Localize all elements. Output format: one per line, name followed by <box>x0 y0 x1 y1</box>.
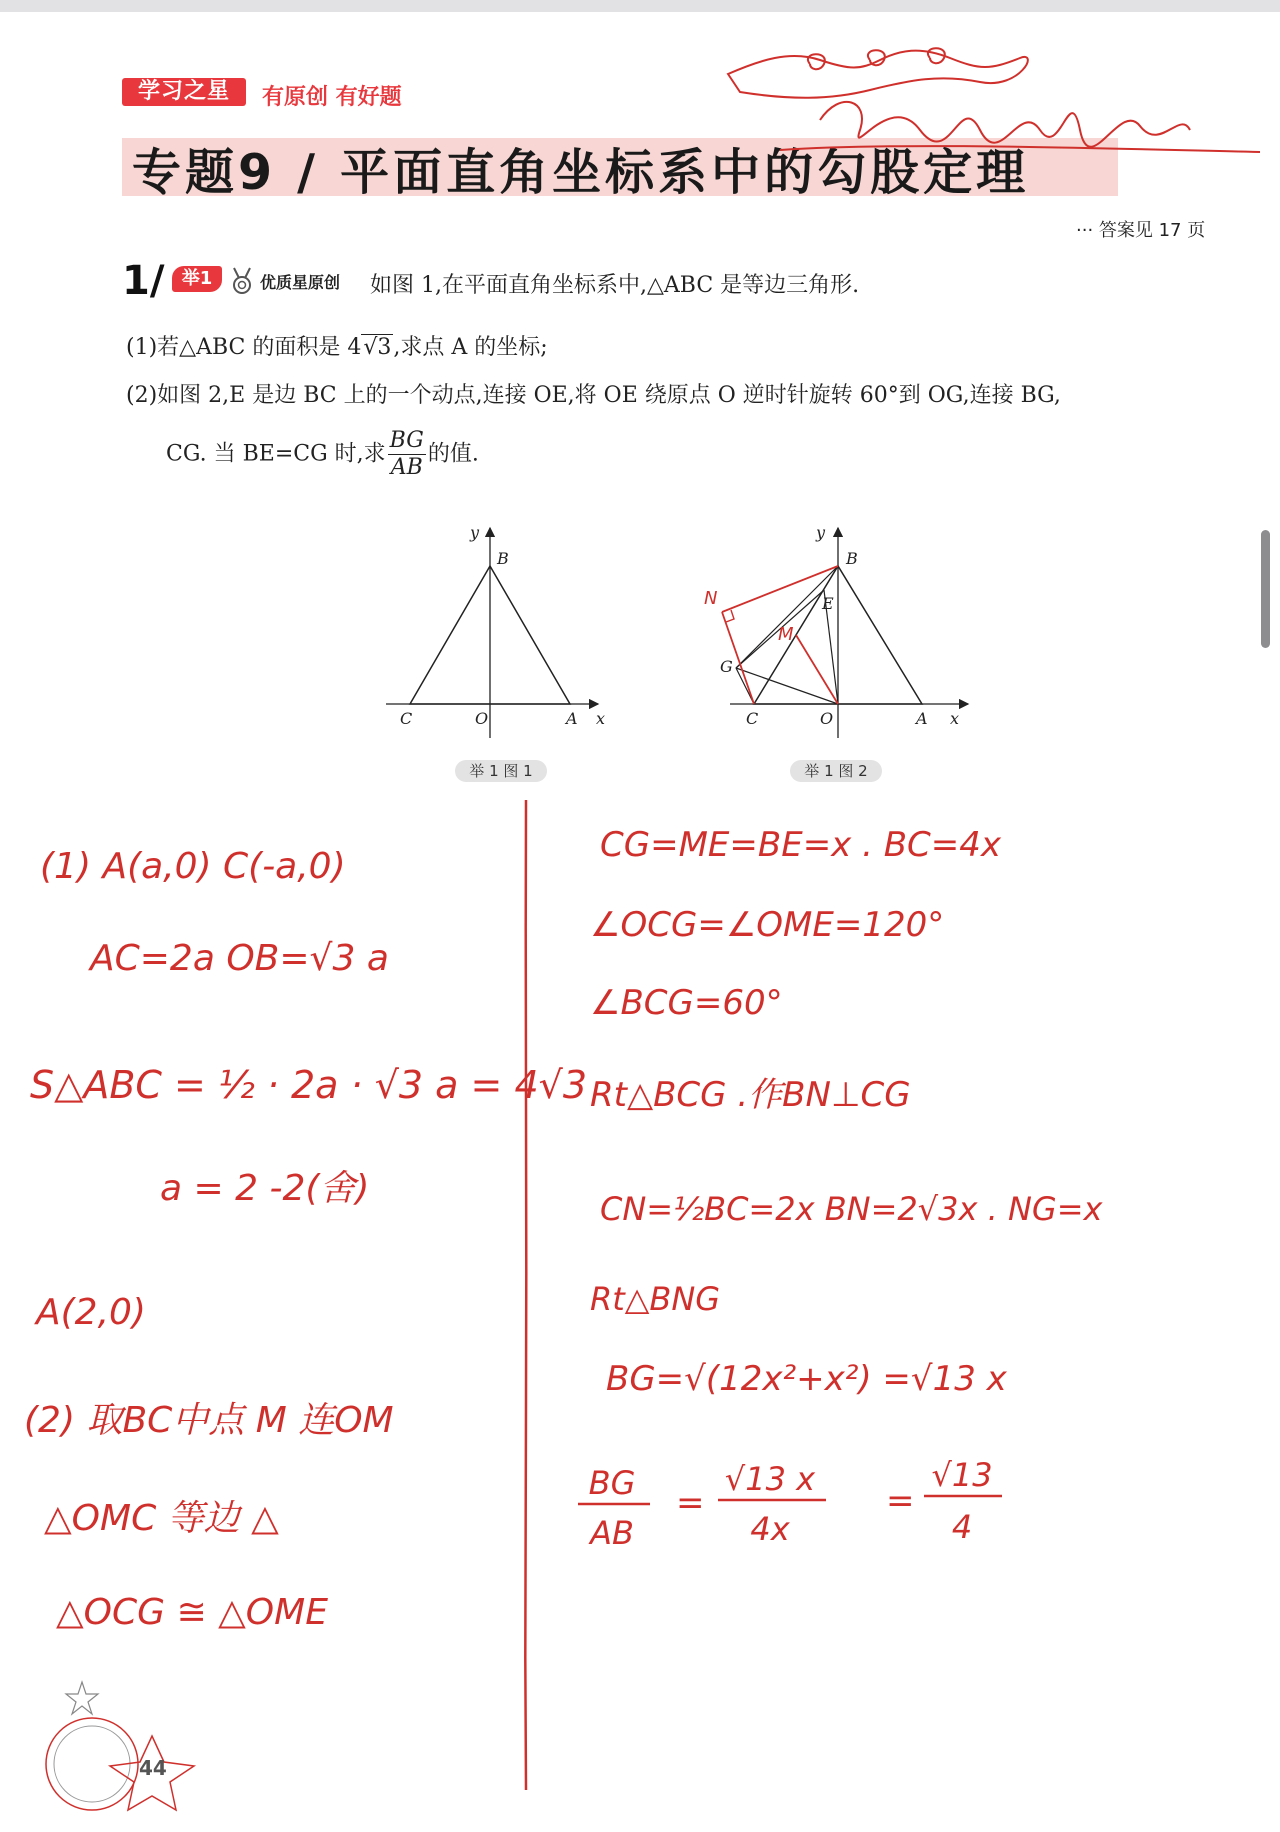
question-part1: (1)若△ABC 的面积是 4√3,求点 A 的坐标; <box>126 335 548 360</box>
scrollbar-thumb[interactable] <box>1261 530 1270 648</box>
label-x: x <box>596 709 606 728</box>
figure-2-caption: 举 1 图 2 <box>790 760 882 782</box>
question-part2-cont: CG. 当 BE=CG 时,求 $\frac{BG}{AB}$ 的值. <box>166 428 479 480</box>
hw-right-6: Rt△BNG <box>590 1280 721 1318</box>
label-o: O <box>820 709 834 728</box>
hw-line-7: △OMC 等边 △ <box>44 1498 279 1539</box>
label-y: y <box>816 523 826 542</box>
label-a: A <box>566 709 578 728</box>
brand-slogan: 有原创 有好题 <box>262 85 402 110</box>
answer-reference: ··· 答案见 17 页 <box>1076 220 1206 241</box>
hw-right-3: ∠BCG=60° <box>590 983 783 1023</box>
handwriting-right <box>570 800 1270 1580</box>
hw-final-rhs-num: √13 <box>931 1456 993 1494</box>
hw-final-mid-num: √13 x <box>724 1460 816 1498</box>
page-title: 专题9 / 平面直角坐标系中的勾股定理 <box>132 144 1030 201</box>
label-a: A <box>916 709 928 728</box>
figure-1-caption: 举 1 图 1 <box>455 760 547 782</box>
question-part2: (2)如图 2,E 是边 BC 上的一个动点,连接 OE,将 OE 绕原点 O 逆时针旋转 60°到 OG,连接 BG, <box>126 383 1061 408</box>
medal-icon <box>228 266 256 296</box>
hw-line-3: S△ABC = ½ · 2a · √3 a = 4√3 <box>30 1063 588 1107</box>
label-e: E <box>822 594 834 613</box>
label-m: M <box>778 624 794 645</box>
question-source: 优质星原创 <box>260 273 341 292</box>
question-tag: 举1 <box>172 266 222 292</box>
hw-right-5: CN=½BC=2x BN=2√3x . NG=x <box>600 1190 1103 1228</box>
top-bar <box>0 0 1280 12</box>
segment-om <box>796 635 838 704</box>
hw-final-lhs-den: AB <box>590 1514 634 1552</box>
label-g: G <box>720 657 733 676</box>
figure-2 <box>700 520 980 740</box>
hw-right-4: Rt△BCG .作BN⊥CG <box>590 1075 911 1115</box>
hw-line-6: (2) 取BC中点 M 连OM <box>24 1400 394 1441</box>
question-stem: 如图 1,在平面直角坐标系中,△ABC 是等边三角形. <box>370 273 860 298</box>
hw-line-2: AC=2a OB=√3 a <box>90 938 389 979</box>
page-number: 44 <box>139 1756 167 1780</box>
hw-right-2: ∠OCG=∠OME=120° <box>590 905 945 945</box>
hw-line-4: a = 2 -2(舍) <box>160 1168 370 1209</box>
right-angle-mark <box>726 610 734 622</box>
hw-final-eq1: = <box>676 1483 705 1523</box>
fraction-bg-ab: $\frac{BG}{AB}$ <box>389 428 424 480</box>
handwriting-left <box>0 800 588 1700</box>
label-b: B <box>497 549 509 568</box>
hw-final-lhs-num: BG <box>588 1464 636 1502</box>
label-o: O <box>475 709 489 728</box>
label-b: B <box>846 549 858 568</box>
label-c: C <box>746 709 759 728</box>
brand-logo: 学习之星 <box>122 78 246 106</box>
hw-line-5: A(2,0) <box>36 1292 146 1333</box>
mascot-icon <box>22 1676 212 1826</box>
hw-final-mid-den: 4x <box>750 1510 790 1548</box>
label-c: C <box>400 709 413 728</box>
segment-bg <box>736 566 838 668</box>
label-n: N <box>704 588 718 609</box>
figure-1 <box>370 520 610 740</box>
hw-line-8: △OCG ≅ △OME <box>56 1592 328 1633</box>
hw-right-7: BG=√(12x²+x²) =√13 x <box>606 1359 1007 1399</box>
label-x: x <box>950 709 960 728</box>
label-y: y <box>470 523 480 542</box>
hw-line-1: (1) A(a,0) C(-a,0) <box>40 846 346 887</box>
segment-bn <box>722 566 838 612</box>
signature <box>720 30 1260 170</box>
hw-right-1: CG=ME=BE=x . BC=4x <box>600 825 1002 865</box>
hw-final-rhs-den: 4 <box>951 1508 973 1546</box>
question-number: 1/ <box>122 258 165 304</box>
hw-final-equation <box>578 1456 1002 1552</box>
hw-final-eq2: = <box>886 1481 915 1521</box>
